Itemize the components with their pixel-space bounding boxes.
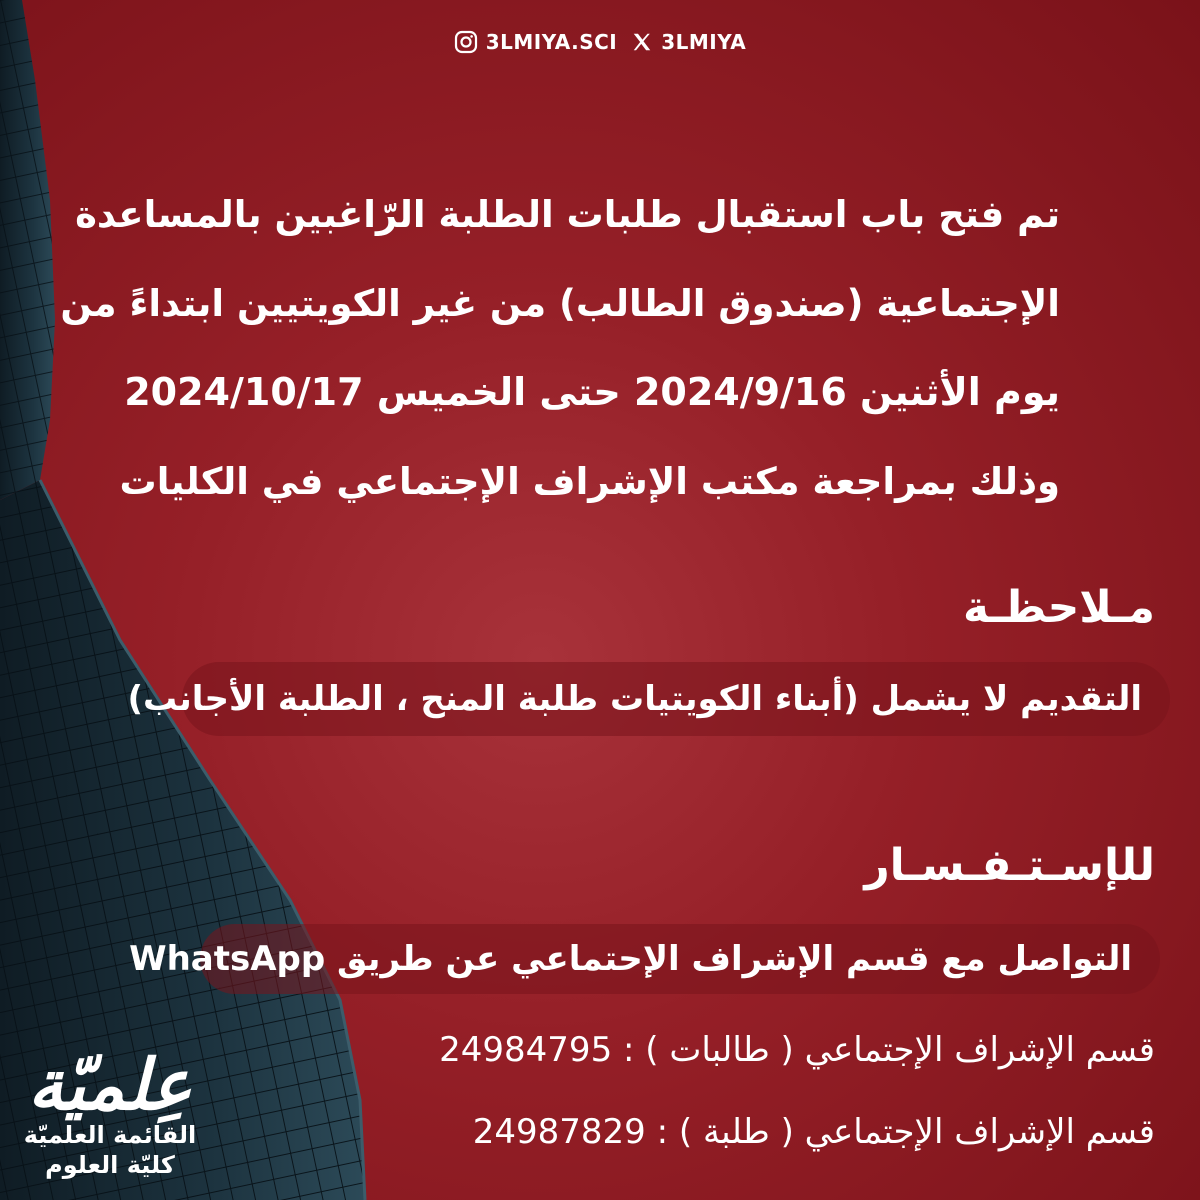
logo-mark: عِلميّة: [27, 1043, 193, 1126]
contact-female: قسم الإشراف الإجتماعي ( طالبات ) : 24984795: [439, 1030, 1155, 1070]
announcement: [60, 170, 1060, 526]
instagram-handle: 3LMIYA.SCI: [485, 30, 618, 54]
note-title: مـلاحظـة: [963, 582, 1155, 633]
social-handles: [0, 30, 1200, 54]
inquiry-title: للإسـتـفـسـار: [864, 840, 1155, 891]
note-pill: [127, 662, 1170, 736]
logo-line-1: القائمة العلميّة: [23, 1121, 197, 1149]
announcement-dates: يوم الأثنين 2024/9/16 حتى الخميس 2024/10/17: [124, 370, 1060, 414]
x-link[interactable]: [631, 30, 746, 54]
announcement-line-2: الإجتماعية (صندوق الطالب) من غير الكويتيين ابتداءً من: [60, 282, 1060, 325]
inquiry-pill: [129, 924, 1160, 994]
instagram-icon: [454, 30, 478, 54]
inquiry-text: التواصل مع قسم الإشراف الإحتماعي عن طريق WhatsApp: [129, 939, 1132, 979]
instagram-link[interactable]: [454, 30, 618, 54]
logo-line-2: كليّة العلوم: [45, 1151, 175, 1179]
x-icon: [631, 31, 653, 53]
logo: [20, 1043, 200, 1180]
x-handle: 3LMIYA: [661, 30, 747, 54]
contact-male: قسم الإشراف الإجتماعي ( طلبة ) : 24987829: [472, 1112, 1155, 1152]
announcement-line-1: تم فتح باب استقبال طلبات الطلبة الرّاغبين بالمساعدة: [75, 193, 1060, 236]
note-text: التقديم لا يشمل (أبناء الكويتيات طلبة المنح ، الطلبة الأجانب): [127, 679, 1142, 719]
announcement-line-4: وذلك بمراجعة مكتب الإشراف الإجتماعي في الكليات: [119, 460, 1060, 503]
